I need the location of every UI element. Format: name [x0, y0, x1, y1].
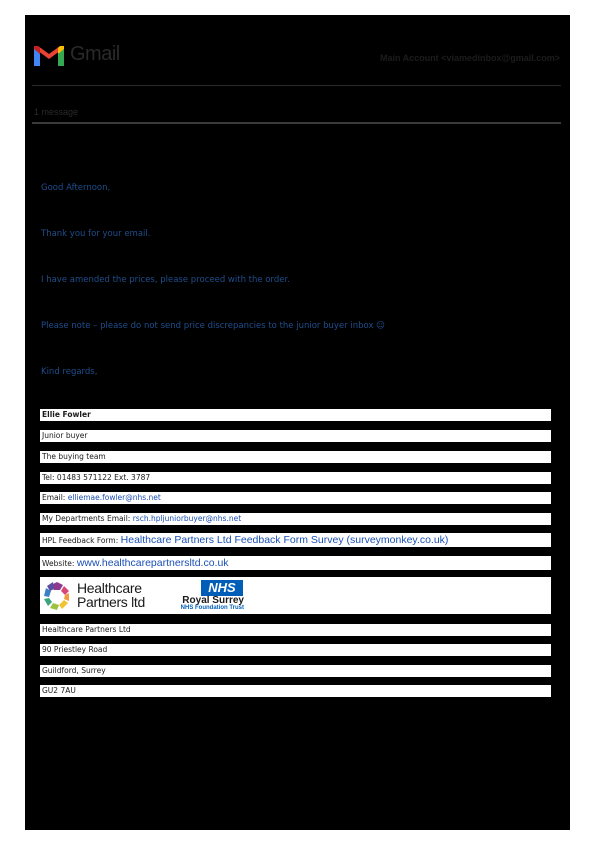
- signature-email-row: [40, 492, 551, 504]
- email-page: [25, 15, 570, 830]
- header-divider: [32, 85, 561, 86]
- body-paragraph: Thank you for your email.: [41, 229, 151, 239]
- signature-role: Junior buyer: [40, 430, 551, 442]
- dept-email-label: My Departments Email:: [42, 514, 133, 523]
- healthcare-partners-logo-icon: [43, 581, 71, 611]
- nhs-logo-badge: NHS: [201, 580, 243, 596]
- feedback-label: HPL Feedback Form:: [42, 536, 121, 545]
- signature-dept-email-row: [40, 513, 551, 525]
- greeting-text: Good Afternoon,: [41, 183, 111, 193]
- email-link[interactable]: elliemae.fowler@nhs.net: [67, 493, 161, 502]
- nhs-trust-name: Royal Surrey: [182, 595, 244, 606]
- body-paragraph: I have amended the prices, please proceed with the order.: [41, 275, 290, 285]
- company-logo-text: Healthcare Partners ltd: [77, 580, 145, 610]
- address-line: Guildford, Surrey: [40, 665, 551, 677]
- email-label: Email:: [42, 493, 68, 502]
- signature-team: The buying team: [40, 451, 551, 463]
- account-label: Main Account <viamedinbox@gmail.com>: [380, 53, 560, 63]
- address-line: Healthcare Partners Ltd: [40, 624, 551, 636]
- signature-website-row: [40, 556, 551, 570]
- message-count: 1 message: [34, 107, 79, 117]
- gmail-logo-icon: [32, 44, 66, 68]
- signature-logo-banner: [40, 577, 551, 614]
- address-line: 90 Priestley Road: [40, 644, 551, 656]
- website-link[interactable]: www.healthcarepartnersltd.co.uk: [76, 557, 229, 569]
- feedback-form-link[interactable]: Healthcare Partners Ltd Feedback Form Survey (surveymonkey.co.uk): [120, 534, 449, 546]
- thread-divider: [32, 122, 561, 124]
- dept-email-link[interactable]: rsch.hpljuniorbuyer@nhs.net: [132, 514, 242, 523]
- website-label: Website:: [42, 559, 77, 568]
- nhs-trust-subtitle: NHS Foundation Trust: [180, 605, 244, 611]
- signature-phone: Tel: 01483 571122 Ext. 3787: [40, 472, 551, 484]
- signature-feedback-row: [40, 533, 551, 547]
- gmail-wordmark: Gmail: [70, 43, 120, 65]
- closing-text: Kind regards,: [41, 367, 98, 377]
- signature-name: Ellie Fowler: [40, 409, 551, 421]
- address-line: GU2 7AU: [40, 685, 551, 697]
- body-paragraph: Please note – please do not send price discrepancies to the junior buyer inbox ☺: [41, 321, 386, 331]
